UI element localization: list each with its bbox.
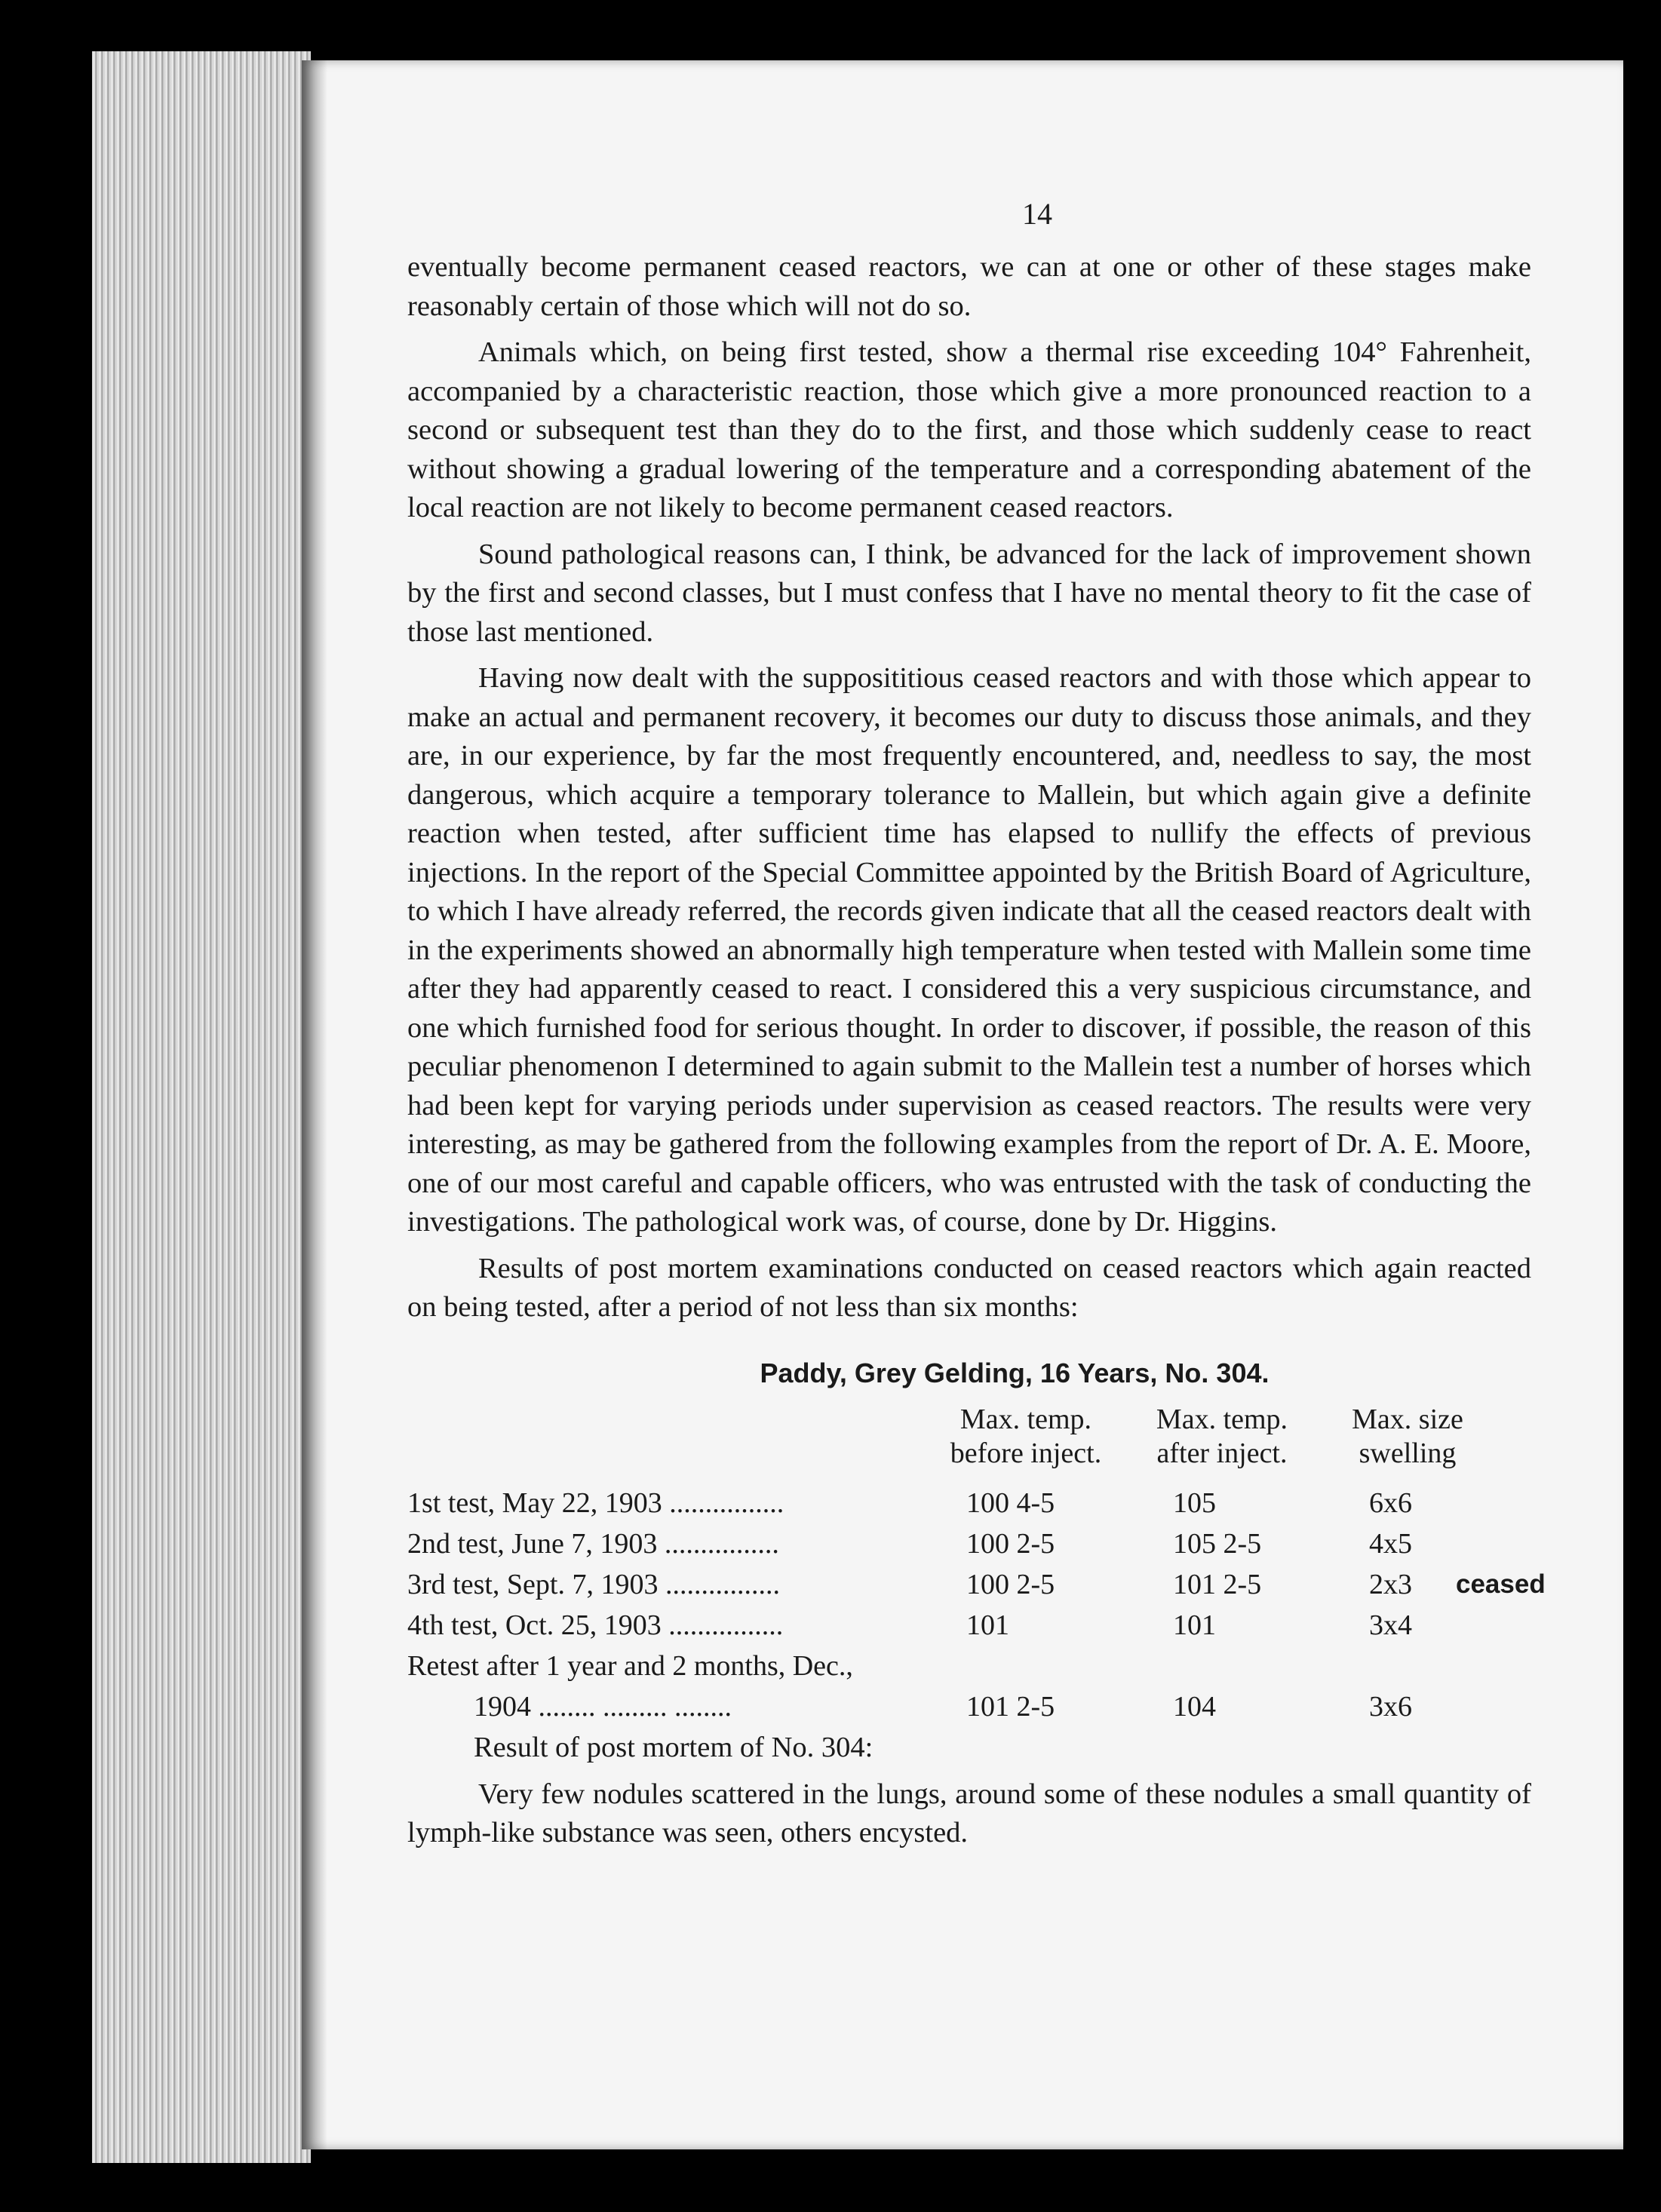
table-row: 3rd test, Sept. 7, 1903 ................ 100 2-5 101 2-5 2x3 ceased: [407, 1564, 1531, 1605]
post-mortem-label: Result of post mortem of No. 304:: [474, 1731, 873, 1763]
paragraph-tolerance: Having now dealt with the supposititious ceased reactors and with those which appear to make an actual and permanent recovery, it becomes our duty to discuss those animals, and they are, in our experience, by far the most frequently encountered, and, needless to say, the most dangerous, which acquire a temporary tolerance to Mallein, but which again give a definite reaction when tested, after sufficient time has elapsed to nullify the effects of previous injections. In the report of the Special Committee appointed by the British Board of Agriculture, to which I have already referred, the records given indicate that all the ceased reactors dealt with in the experiments showed an abnormally high temperature when tested with Mallein some time after they had apparently ceased to react. I considered this a very suspicious circumstance, and one which furnished food for serious thought. In order to discover, if possible, the reason of this peculiar phenomenon I determined to again submit to the Mallein test a number of horses which had been kept for varying periods under supervision as ceased reactors. The results were very interesting, as may be gathered from the following examples from the report of Dr. A. E. Moore, one of our most careful and capable officers, who was entrusted with the task of conducting the investigations. The pathological work was, of course, done by Dr. Higgins.: [407, 662, 1531, 1238]
table-row-retest: 1904 ........ ......... ........ 101 2-5 104 3x6: [474, 1690, 1412, 1723]
table-header: [407, 1403, 1531, 1483]
paragraph-results-intro: Results of post mortem examinations conducted on ceased reactors which again reacted on being tested, after a period of not less than six months:: [407, 1252, 1531, 1323]
header-swelling: Max. size swelling: [1352, 1403, 1463, 1469]
table-row: 1st test, May 22, 1903 ................ 100 4-5 105 6x6: [407, 1486, 1412, 1519]
table-row: 4th test, Oct. 25, 1903 ................ 101 101 3x4: [407, 1609, 1412, 1641]
case-title: Paddy, Grey Gelding, 16 Years, No. 304.: [760, 1357, 1270, 1388]
header-after-inject: Max. temp. after inject.: [1156, 1403, 1288, 1469]
header-before-inject: Max. temp. before inject.: [950, 1403, 1102, 1469]
paragraph-pathological-reasons: Sound pathological reasons can, I think, be advanced for the lack of improvement shown by the first and second classes, but I must confess that I have no mental theory to fit the case of those last mentioned.: [407, 538, 1531, 648]
post-mortem-result: Very few nodules scattered in the lungs, around some of these nodules a small quantity of lymph-like substance was seen, others encysted.: [407, 1778, 1531, 1848]
paragraph-continued: eventually become permanent ceased reactors, we can at one or other of these stages make reasonably certain of those which will not do so.: [407, 251, 1531, 322]
table-row: 2nd test, June 7, 1903 ................ 100 2-5 105 2-5 4x5: [407, 1527, 1412, 1560]
page-number: 14: [1022, 197, 1052, 231]
retest-label: Retest after 1 year and 2 months, Dec.,: [407, 1649, 853, 1682]
book-page-edges: [92, 51, 311, 2163]
ceased-note: ceased: [1456, 1569, 1546, 1599]
gutter-shadow: [302, 60, 327, 2149]
test-results-table: [407, 1403, 1546, 1727]
paragraph-thermal-rise: Animals which, on being first tested, show a thermal rise exceeding 104° Fahrenheit, accompanied by a characteristic reaction, those which give a more pronounced reaction to a second or subsequent test than they do to the first, and those which suddenly cease to react without showing a gradual lowering of the temperature and a corresponding abatement of the local reaction are not likely to become permanent ceased reactors.: [407, 336, 1531, 523]
page-content: [407, 196, 1546, 1861]
